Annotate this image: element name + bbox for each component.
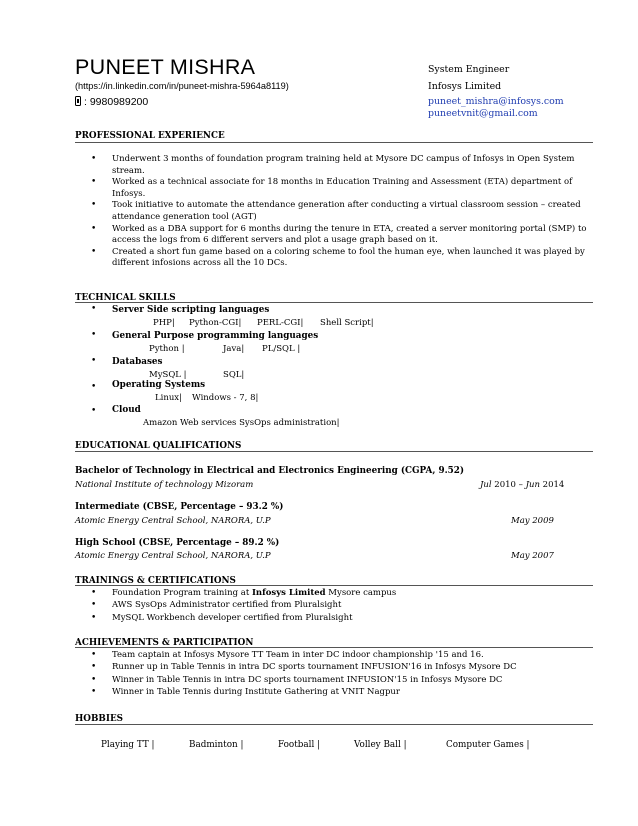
skill-group-name: Operating Systems [112,380,206,390]
skill-value: PHP| [153,318,175,328]
skill-bullet: • [91,406,97,416]
phone-icon [75,96,81,106]
hobby-item: Volley Ball | [354,740,407,750]
phone-number [75,96,148,108]
section-title-education: EDUCATIONAL QUALIFICATIONS [75,441,242,451]
skill-group-name: Cloud [112,405,141,415]
institute-name: Atomic Energy Central School, NARORA, U.P [75,516,271,526]
section-title-trainings: TRAININGS & CERTIFICATIONS [75,576,236,586]
section-title-achievements: ACHIEVEMENTS & PARTICIPATION [75,638,254,648]
list-item: • Underwent 3 months of foundation program training held at Mysore DC campus of Infosys in Open System stream. [91,154,575,176]
skill-value: Windows - 7, 8| [192,393,259,403]
list-item: • Took initiative to automate the attendance generation after conducting a virtual classroom session – created attendance generation tool (AGT) [91,200,581,222]
hobby-item: Badminton | [189,740,244,750]
achievements-list [75,649,595,699]
company-name: Infosys Limited [428,81,502,92]
list-item: • Runner up in Table Tennis in intra DC sports tournament INFUSION'16 in Infosys Mysore DC [91,662,517,673]
section-divider [75,647,593,648]
degree-date: May 2007 [511,551,554,561]
section-divider [75,142,593,143]
section-title-skills: TECHNICAL SKILLS [75,293,176,303]
section-divider [75,451,593,452]
skill-value: PL/SQL | [262,344,301,354]
skill-value: PERL-CGI| [257,318,304,328]
degree-title: Bachelor of Technology in Electrical and Electronics Engineering (CGPA, 9.52) [75,466,465,476]
skill-value: SQL| [223,370,245,380]
trainings-list [75,587,595,624]
section-title-experience: PROFESSIONAL EXPERIENCE [75,131,225,141]
list-item: • Worked as a DBA support for 6 months during the tenure in ETA, created a server monitoring portal (SMP) to access the logs from 6 different servers and plot a usage graph based on it. [91,223,587,246]
skill-value: Java| [223,344,245,354]
skill-group-name: Databases [112,357,163,367]
skill-value: Python-CGI| [189,318,242,328]
skill-value: Python | [149,344,185,354]
hobby-item: Playing TT | [101,740,155,750]
hobby-item: Computer Games | [446,740,530,750]
list-item: • Worked as a technical associate for 18 months in Education Training and Assessment (ETA) department of Infosys. [91,177,573,199]
skill-group-name: General Purpose programming languages [112,331,319,341]
institute-name: Atomic Energy Central School, NARORA, U.P [75,551,271,561]
section-divider [75,724,593,725]
list-item: • Created a short fun game based on a coloring scheme to fool the human eye, when launched it was played by different infosions across all the 10 DCs. [91,246,585,269]
list-item: • Team captain at Infosys Mysore TT Team in inter DC indoor championship '15 and 16. [91,650,484,660]
hobby-item: Football | [278,740,321,750]
skill-group-name: Server Side scripting languages [112,305,270,315]
candidate-name: PUNEET MISHRA [75,55,256,79]
degree-date: Jul 2010 – Jun 2014 [480,480,565,490]
skill-bullet: • [91,382,97,392]
list-item: • AWS SysOps Administrator certified from Pluralsight [91,600,342,611]
skill-value: Linux| [155,393,182,403]
email-link-primary[interactable]: puneet_mishra@infosys.com [428,96,564,107]
phone-value: : 9980989200 [84,96,149,108]
section-divider [75,585,593,586]
list-item: • Foundation Program training at Infosys Limited Mysore campus [91,588,397,598]
list-item: • MySQL Workbench developer certified from Pluralsight [91,612,353,623]
skill-bullet: • [91,356,97,366]
linkedin-url[interactable]: (https://in.linkedin.com/in/puneet-mishra-5964a8119) [75,81,289,91]
experience-list [75,154,595,270]
skill-bullet: • [91,330,97,340]
skill-value: Amazon Web services SysOps administration| [143,418,340,428]
degree-date: May 2009 [511,516,554,526]
section-divider [75,302,593,303]
email-link-secondary[interactable]: puneetvnit@gmail.com [428,108,538,119]
list-item: • Winner in Table Tennis in intra DC sports tournament INFUSION'15 in Infosys Mysore DC [91,674,503,685]
section-title-hobbies: HOBBIES [75,714,124,724]
job-role: System Engineer [428,64,510,75]
institute-name: National Institute of technology Mizoram [75,480,254,490]
skill-value: MySQL | [149,370,187,380]
list-item: • Winner in Table Tennis during Institute Gathering at VNIT Nagpur [91,687,400,698]
skill-bullet: • [91,304,97,314]
degree-title: Intermediate (CBSE, Percentage – 93.2 %) [75,502,284,512]
skill-value: Shell Script| [320,318,374,328]
degree-title: High School (CBSE, Percentage – 89.2 %) [75,538,280,548]
